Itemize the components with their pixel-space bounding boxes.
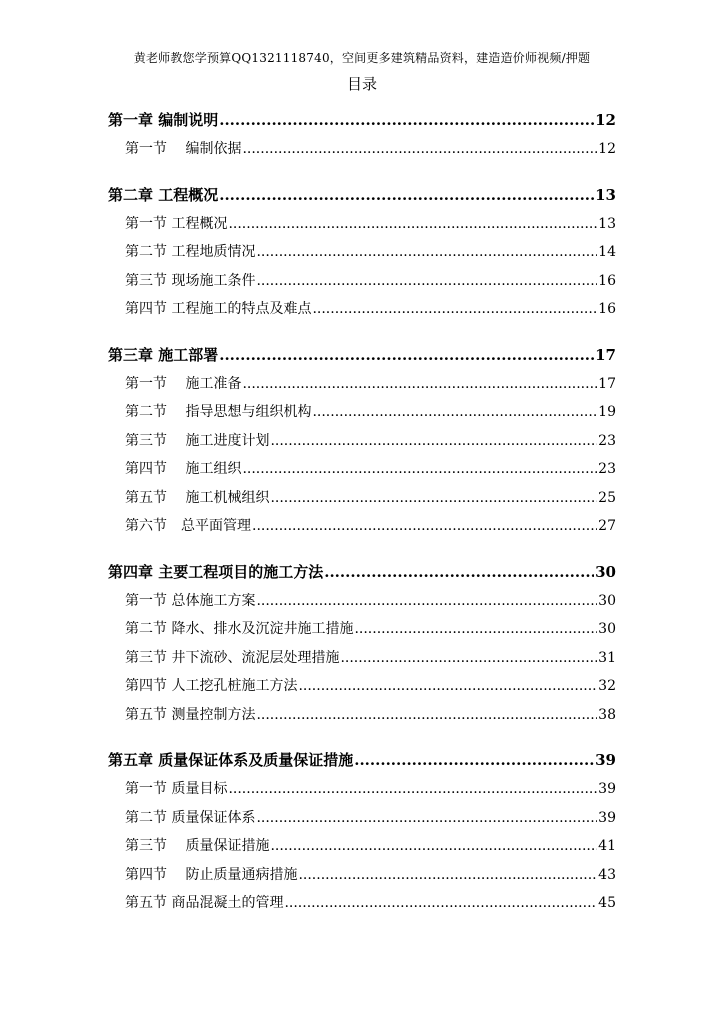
page-number: 23 [598, 461, 616, 477]
page-number: 13 [598, 215, 616, 232]
toc-chapter-1 [108, 106, 616, 164]
dot-leader [312, 398, 597, 427]
page-number: 41 [598, 838, 616, 854]
section-title: 第五节 施工机械组织 [125, 489, 270, 506]
dot-leader [228, 775, 597, 804]
dot-leader [340, 644, 597, 673]
page-number: 38 [598, 706, 616, 723]
section-title: 第三节 井下流砂、流泥层处理措施 [125, 649, 340, 666]
section-title: 第一节 编制依据 [125, 141, 242, 157]
chapter-title: 第三章 施工部署 [108, 345, 219, 364]
toc-chapter-entry[interactable] [108, 106, 616, 135]
dot-leader [256, 587, 597, 616]
section-title: 第五节 商品混凝土的管理 [125, 895, 284, 911]
section-title: 第四节 人工挖孔桩施工方法 [125, 678, 298, 694]
page-number: 16 [598, 272, 616, 289]
dot-leader [256, 267, 597, 296]
section-title: 第二节 降水、排水及沉淀井施工措施 [125, 621, 354, 637]
section-title: 第三节 施工进度计划 [125, 432, 270, 449]
table-of-contents [108, 106, 616, 935]
section-title: 第一节 质量目标 [125, 781, 228, 797]
page-number: 13 [595, 185, 616, 204]
section-title: 第二节 质量保证体系 [125, 809, 256, 826]
toc-section-entry[interactable] [108, 775, 616, 804]
toc-section-entry[interactable] [108, 455, 616, 484]
page-number: 31 [598, 649, 616, 666]
toc-chapter-entry[interactable] [108, 746, 616, 775]
dot-leader [324, 558, 594, 587]
dot-leader [219, 181, 594, 210]
section-title: 第四节 施工组织 [125, 461, 242, 477]
toc-section-entry[interactable] [108, 512, 616, 541]
toc-title: 目录 [346, 75, 377, 93]
toc-section-entry[interactable] [108, 861, 616, 890]
section-title: 第四节 工程施工的特点及难点 [125, 301, 312, 317]
dot-leader [270, 484, 597, 513]
page-number: 16 [598, 301, 616, 317]
toc-section-entry[interactable] [108, 370, 616, 399]
dot-leader [219, 341, 594, 370]
page-number: 25 [598, 489, 616, 506]
dot-leader [242, 370, 597, 399]
page-number: 30 [598, 621, 616, 637]
section-title: 第二节 指导思想与组织机构 [125, 404, 312, 420]
dot-leader [284, 889, 597, 918]
toc-section-entry[interactable] [108, 615, 616, 644]
dot-leader [256, 804, 597, 833]
dot-leader [252, 512, 597, 541]
dot-leader [312, 295, 597, 324]
toc-chapter-entry[interactable] [108, 181, 616, 210]
page-number: 45 [598, 895, 616, 911]
page-number: 39 [595, 751, 616, 769]
toc-section-entry[interactable] [108, 832, 616, 861]
page-number: 39 [598, 809, 616, 826]
page-number: 30 [595, 562, 616, 581]
toc-section-entry[interactable] [108, 238, 616, 267]
section-title: 第二节 工程地质情况 [125, 244, 256, 260]
toc-section-entry[interactable] [108, 484, 616, 513]
toc-section-entry[interactable] [108, 644, 616, 673]
toc-chapter-entry[interactable] [108, 341, 616, 370]
toc-chapter-2 [108, 181, 616, 324]
dot-leader [354, 746, 594, 775]
toc-section-entry[interactable] [108, 701, 616, 730]
toc-chapter-3 [108, 341, 616, 541]
dot-leader [242, 455, 597, 484]
toc-section-entry[interactable] [108, 889, 616, 918]
dot-leader [228, 210, 597, 239]
dot-leader [270, 427, 597, 456]
page-number: 32 [598, 678, 616, 694]
dot-leader [256, 238, 597, 267]
page-number: 30 [598, 592, 616, 609]
dot-leader [219, 106, 594, 135]
toc-section-entry[interactable] [108, 587, 616, 616]
dot-leader [354, 615, 597, 644]
toc-chapter-entry[interactable] [108, 558, 616, 587]
page-number: 14 [598, 244, 616, 260]
toc-chapter-4 [108, 558, 616, 730]
toc-section-entry[interactable] [108, 804, 616, 833]
toc-section-entry[interactable] [108, 672, 616, 701]
header-note: 黄老师教您学预算QQ1321118740，空间更多建筑精品资料，建造造价师视频/押题 [133, 51, 591, 65]
page-number: 12 [598, 141, 616, 157]
section-title: 第三节 质量保证措施 [125, 838, 270, 854]
section-title: 第四节 防止质量通病措施 [125, 866, 298, 883]
dot-leader [298, 861, 597, 890]
page-number: 39 [598, 781, 616, 797]
section-title: 第一节 工程概况 [125, 215, 228, 232]
page-number: 17 [595, 345, 616, 364]
chapter-title: 第二章 工程概况 [108, 185, 219, 204]
page-number: 27 [598, 518, 616, 534]
toc-chapter-5 [108, 746, 616, 918]
section-title: 第三节 现场施工条件 [125, 272, 256, 289]
chapter-title: 第五章 质量保证体系及质量保证措施 [108, 751, 354, 769]
toc-section-entry[interactable] [108, 295, 616, 324]
section-title: 第一节 总体施工方案 [125, 592, 256, 609]
page-number: 43 [598, 866, 616, 883]
toc-section-entry[interactable] [108, 427, 616, 456]
page-number: 17 [598, 375, 616, 392]
dot-leader [270, 832, 597, 861]
section-title: 第五节 测量控制方法 [125, 706, 256, 723]
toc-section-entry[interactable] [108, 398, 616, 427]
page-number: 12 [595, 111, 616, 129]
section-title: 第六节 总平面管理 [125, 518, 251, 534]
dot-leader [256, 701, 597, 730]
toc-section-entry[interactable] [108, 267, 616, 296]
section-title: 第一节 施工准备 [125, 375, 242, 392]
page-number: 23 [598, 432, 616, 449]
chapter-title: 第一章 编制说明 [108, 111, 219, 129]
dot-leader [242, 135, 597, 164]
chapter-title: 第四章 主要工程项目的施工方法 [108, 562, 324, 581]
toc-section-entry[interactable] [108, 210, 616, 239]
toc-section-entry[interactable] [108, 135, 616, 164]
dot-leader [298, 672, 597, 701]
page-number: 19 [598, 404, 616, 420]
